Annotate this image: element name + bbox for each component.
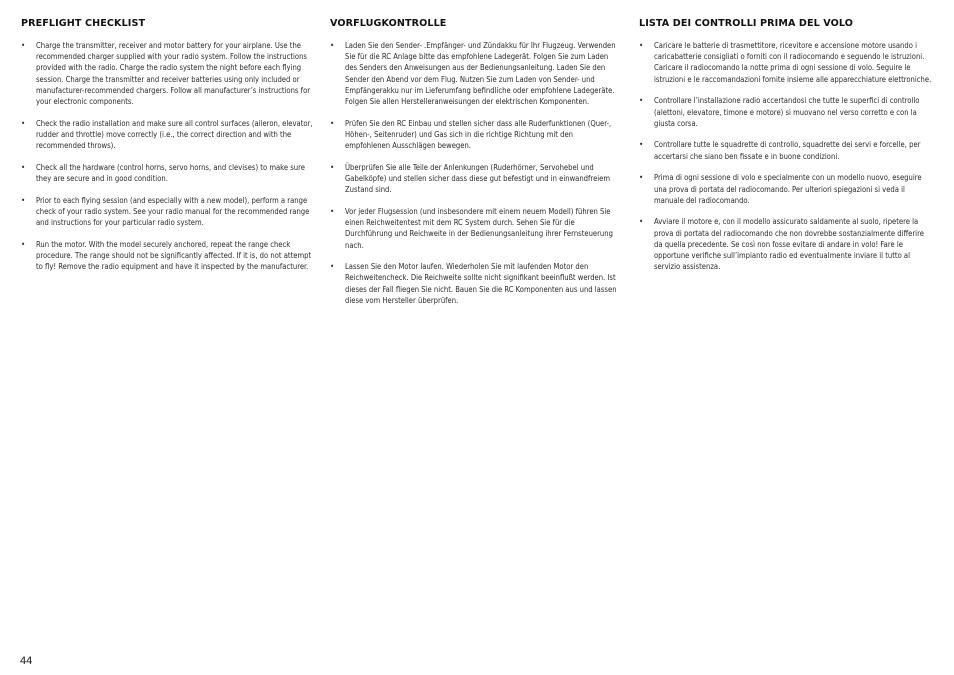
section-heading-italian: LISTA DEI CONTROLLI PRIMA DEL VOLO (639, 18, 854, 29)
column-german (330, 18, 617, 317)
section-heading-german: VORFLUGKONTROLLE (330, 18, 447, 29)
list-item-text: Prior to each flying session (and especially with a new model), perform a range check of your radio system. See your radio manual for the recommended range and instructions for your particular radio system. (36, 195, 310, 228)
list-item (639, 40, 933, 85)
list-item-text: Controllare l’installazione radio accertandosi che tutte le superfici di controllo (alettoni, elevatore, timone e motore) si muovano nel verso corretto e con la giusta corsa. (654, 96, 920, 128)
bullet-icon: • (330, 262, 335, 272)
bullet-icon: • (639, 140, 644, 150)
list-item (639, 216, 933, 272)
bullet-icon: • (330, 41, 335, 50)
bullet-icon: • (639, 41, 644, 50)
checklist-english (21, 40, 314, 272)
list-item-text: Laden Sie den Sender- .Empfänger- und Zündakku für Ihr Flugzeug. Verwenden Sie für die RC Anlage bitte das empfohlene Ladegerät. Folgen Sie zum Laden des Senders den Anweisungen aus der Bedienungsanleitung. Laden Sie den Sender den Abend vor dem Flug. Nutzen Sie zum Laden von Sender- und Empfängerakku nur im Lieferumfang befindliche oder empfohlene Ladegeräte. Folgen Sie allen Herstelleranweisungen der elektrischen Komponenten. (345, 41, 616, 107)
checklist-german (330, 40, 617, 306)
list-item (639, 172, 933, 206)
list-item (21, 195, 314, 229)
list-item (21, 118, 314, 152)
list-item (21, 239, 314, 273)
list-item (330, 40, 617, 107)
bullet-icon: • (21, 239, 26, 249)
list-item-text: Überprüfen Sie alle Teile der Anlenkungen (Ruderhörner, Servohebel und Gabelköpfe) und stellen sicher dass diese gut befestigt und in einwandfreiem Zustand sind. (345, 162, 611, 195)
column-english (21, 18, 314, 283)
list-item (330, 206, 617, 251)
bullet-icon: • (330, 162, 335, 172)
bullet-icon: • (639, 217, 644, 227)
bullet-icon: • (639, 173, 644, 183)
bullet-icon: • (21, 41, 26, 50)
list-item-text: Charge the transmitter, receiver and motor battery for your airplane. Use the recommended charger supplied with your radio system. Follow the instructions provided with the radio. Charge the radio system the night before each flying session. Charge the transmitter and receiver batteries using only included or manufacturer-recommended chargers. Follow all manufacturer’s instructions for your electronic components. (36, 41, 311, 107)
list-item-text: Check all the hardware (control horns, servo horns, and clevises) to make sure they are secure and in good condition. (36, 162, 305, 184)
section-heading-english: PREFLIGHT CHECKLIST (21, 18, 146, 29)
list-item-text: Controllare tutte le squadrette di controllo, squadrette dei servi e forcelle, per accertarsi che siano ben fissate e in buone condizioni. (654, 140, 921, 161)
bullet-icon: • (639, 96, 644, 106)
list-item-text: Lassen Sie den Motor laufen. Wiederholen Sie mit laufenden Motor den Reichweitencheck. Die Reichweite sollte nicht signifikant beeinflußt werden. Ist dieses der Fall fliegen Sie nicht. Bauen Sie die RC Komponenten aus und lassen diese vom Hersteller überprüfen. (345, 262, 617, 305)
bullet-icon: • (330, 206, 335, 216)
list-item-text: Prima di ogni sessione di volo e specialmente con un modello nuovo, eseguire una prova di portata del radiocomando. Per ulteriori spiegazioni si veda il manuale del radiocomando. (654, 173, 922, 205)
list-item-text: Prüfen Sie den RC Einbau und stellen sicher dass alle Ruderfunktionen (Quer-, Höhen-, Seitenruder) und Gas sich in die richtige Richtung mit den empfohlenen Ausschlägen bewegen. (345, 118, 612, 151)
list-item (330, 261, 617, 306)
list-item (639, 95, 933, 129)
column-italian (639, 18, 933, 283)
list-item (21, 40, 314, 107)
bullet-icon: • (21, 118, 26, 128)
list-item (330, 118, 617, 152)
bullet-icon: • (330, 118, 335, 128)
list-item-text: Run the motor. With the model securely anchored, repeat the range check procedure. The range should not be significantly affected. If it is, do not attempt to fly! Remove the radio equipment and have it inspected by the manufacturer. (36, 239, 312, 272)
list-item-text: Avviare il motore e, con il modello assicurato saldamente al suolo, ripetere la prova di portata del radiocomando che non dovrebbe sostanzialmente differire da quella precedente. Se così non fosse evitare di andare in volo! Fare le opportune verifiche sull’impianto radio ed eventualmente inviare il tutto al servizio assistenza. (654, 217, 924, 272)
page-number: 44 (20, 655, 33, 667)
list-item (330, 162, 617, 196)
bullet-icon: • (21, 162, 26, 172)
list-item-text: Check the radio installation and make sure all control surfaces (aileron, elevator, rudder and throttle) move correctly (i.e., the correct direction and with the recommended throws). (36, 118, 313, 151)
bullet-icon: • (21, 195, 26, 205)
list-item-text: Caricare le batterie di trasmettitore, ricevitore e accensione motore usando i caricabatterie consigliati o forniti con il radiocomando e seguendo le istruzioni. Caricare il radiocomando la notte prima di ogni sessione di volo. Seguire le istruzioni e le raccomandazioni fornite insieme alle apparecchiature elettroniche. (654, 41, 932, 84)
list-item-text: Vor jeder Flugsession (und insbesondere mit einem neuem Modell) führen Sie einen Reichweitentest mit dem RC System durch. Sehen Sie für die Durchführung und Reichweite in der Bedienungsanleitung ihrer Fernsteuerung nach. (345, 206, 613, 250)
checklist-italian (639, 40, 933, 272)
list-item (21, 162, 314, 184)
list-item (639, 139, 933, 161)
